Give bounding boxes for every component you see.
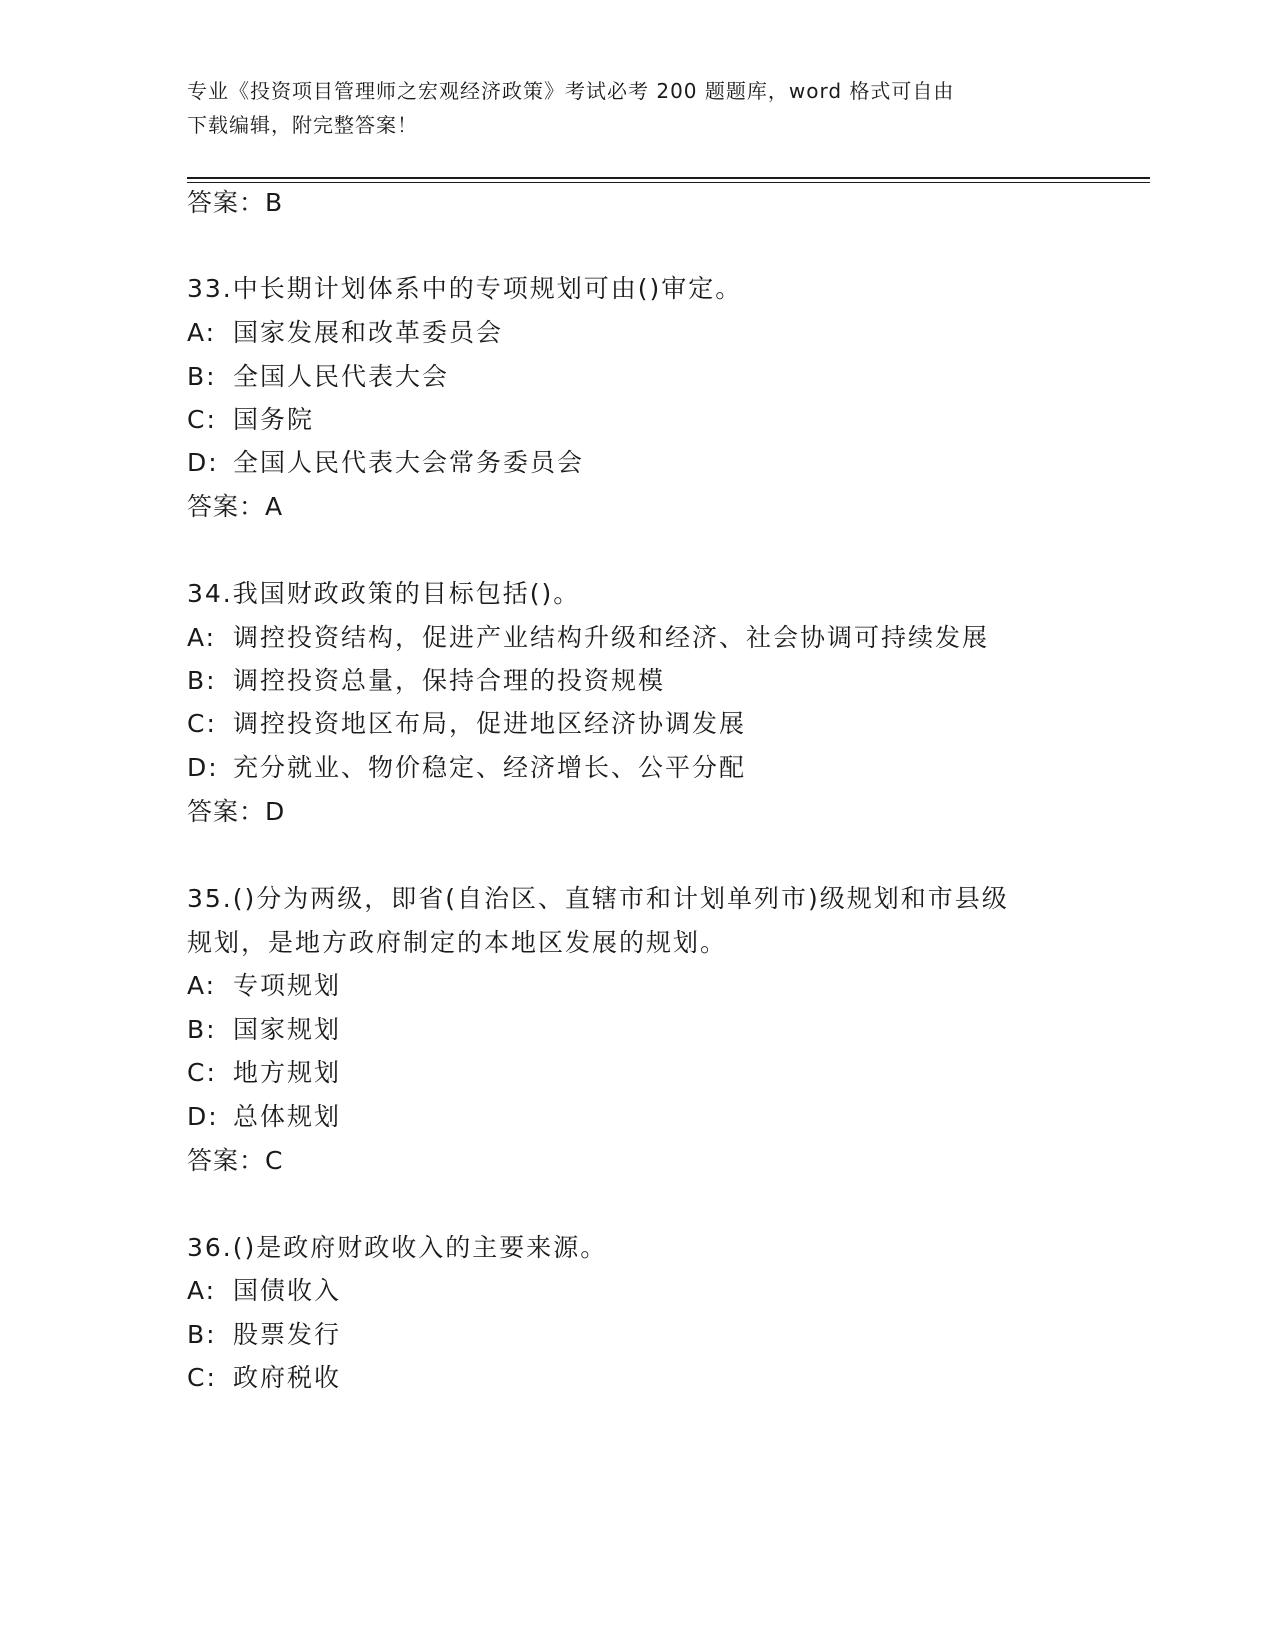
question-34-option-b [187,664,665,698]
option-letter: A: [187,971,217,1000]
option-letter: C: [187,1363,217,1392]
question-35-option-d [187,1100,341,1134]
question-35-option-a [187,969,341,1003]
question-34-option-d [187,751,746,785]
question-34-option-c [187,707,746,741]
option-text: 国家发展和改革委员会 [233,318,504,347]
question-36-option-a [187,1274,341,1308]
question-33-option-d [187,446,584,480]
question-35-answer: 答案：C [187,1146,284,1175]
option-letter: D: [187,448,219,477]
option-letter: B: [187,1320,217,1349]
option-text: 全国人民代表大会常务委员会 [233,448,585,477]
header-line-2: 下载编辑，附完整答案！ [187,113,418,137]
option-letter: A: [187,1276,217,1305]
option-letter: B: [187,1015,217,1044]
option-text: 政府税收 [233,1363,342,1392]
option-letter: B: [187,666,217,695]
option-letter: D: [187,753,219,782]
question-33-stem: 33.中长期计划体系中的专项规划可由()审定。 [187,274,743,303]
option-text: 地方规划 [233,1058,342,1087]
option-text: 总体规划 [233,1102,342,1131]
option-letter: A: [187,623,217,652]
option-text: 国家规划 [233,1015,342,1044]
option-letter: C: [187,709,217,738]
question-36-stem: 36.()是政府财政收入的主要来源。 [187,1233,608,1262]
header-divider-thick [187,177,1150,179]
option-text: 国务院 [233,405,315,434]
option-text: 专项规划 [233,971,342,1000]
option-text: 调控投资结构，促进产业结构升级和经济、社会协调可持续发展 [233,623,990,652]
question-35-stem-line-2: 规划，是地方政府制定的本地区发展的规划。 [187,928,728,957]
question-36-option-c [187,1361,341,1395]
question-33-option-a [187,316,503,350]
question-33-answer: 答案：A [187,492,284,521]
option-text: 充分就业、物价稳定、经济增长、公平分配 [233,753,747,782]
question-35-stem-line-1: 35.()分为两级，即省(自治区、直辖市和计划单列市)级规划和市县级 [187,884,1009,913]
question-35-option-b [187,1013,341,1047]
question-33-option-b [187,360,449,394]
option-letter: C: [187,405,217,434]
header-divider-thin [187,182,1150,183]
document-header [187,74,1087,142]
option-letter: A: [187,318,217,347]
question-34-stem: 34.我国财政政策的目标包括()。 [187,579,581,608]
question-34-option-a [187,621,989,655]
option-letter: B: [187,362,217,391]
option-text: 全国人民代表大会 [233,362,450,391]
option-letter: D: [187,1102,219,1131]
option-text: 股票发行 [233,1320,342,1349]
option-letter: C: [187,1058,217,1087]
option-text: 调控投资总量，保持合理的投资规模 [233,666,666,695]
question-35-option-c [187,1056,341,1090]
option-text: 调控投资地区布局，促进地区经济协调发展 [233,709,747,738]
previous-answer: 答案：B [187,188,284,217]
question-34-answer: 答案：D [187,797,286,826]
question-36-option-b [187,1318,341,1352]
header-line-1: 专业《投资项目管理师之宏观经济政策》考试必考 200 题题库，word 格式可自由 [187,79,955,103]
option-text: 国债收入 [233,1276,342,1305]
question-33-option-c [187,403,314,437]
